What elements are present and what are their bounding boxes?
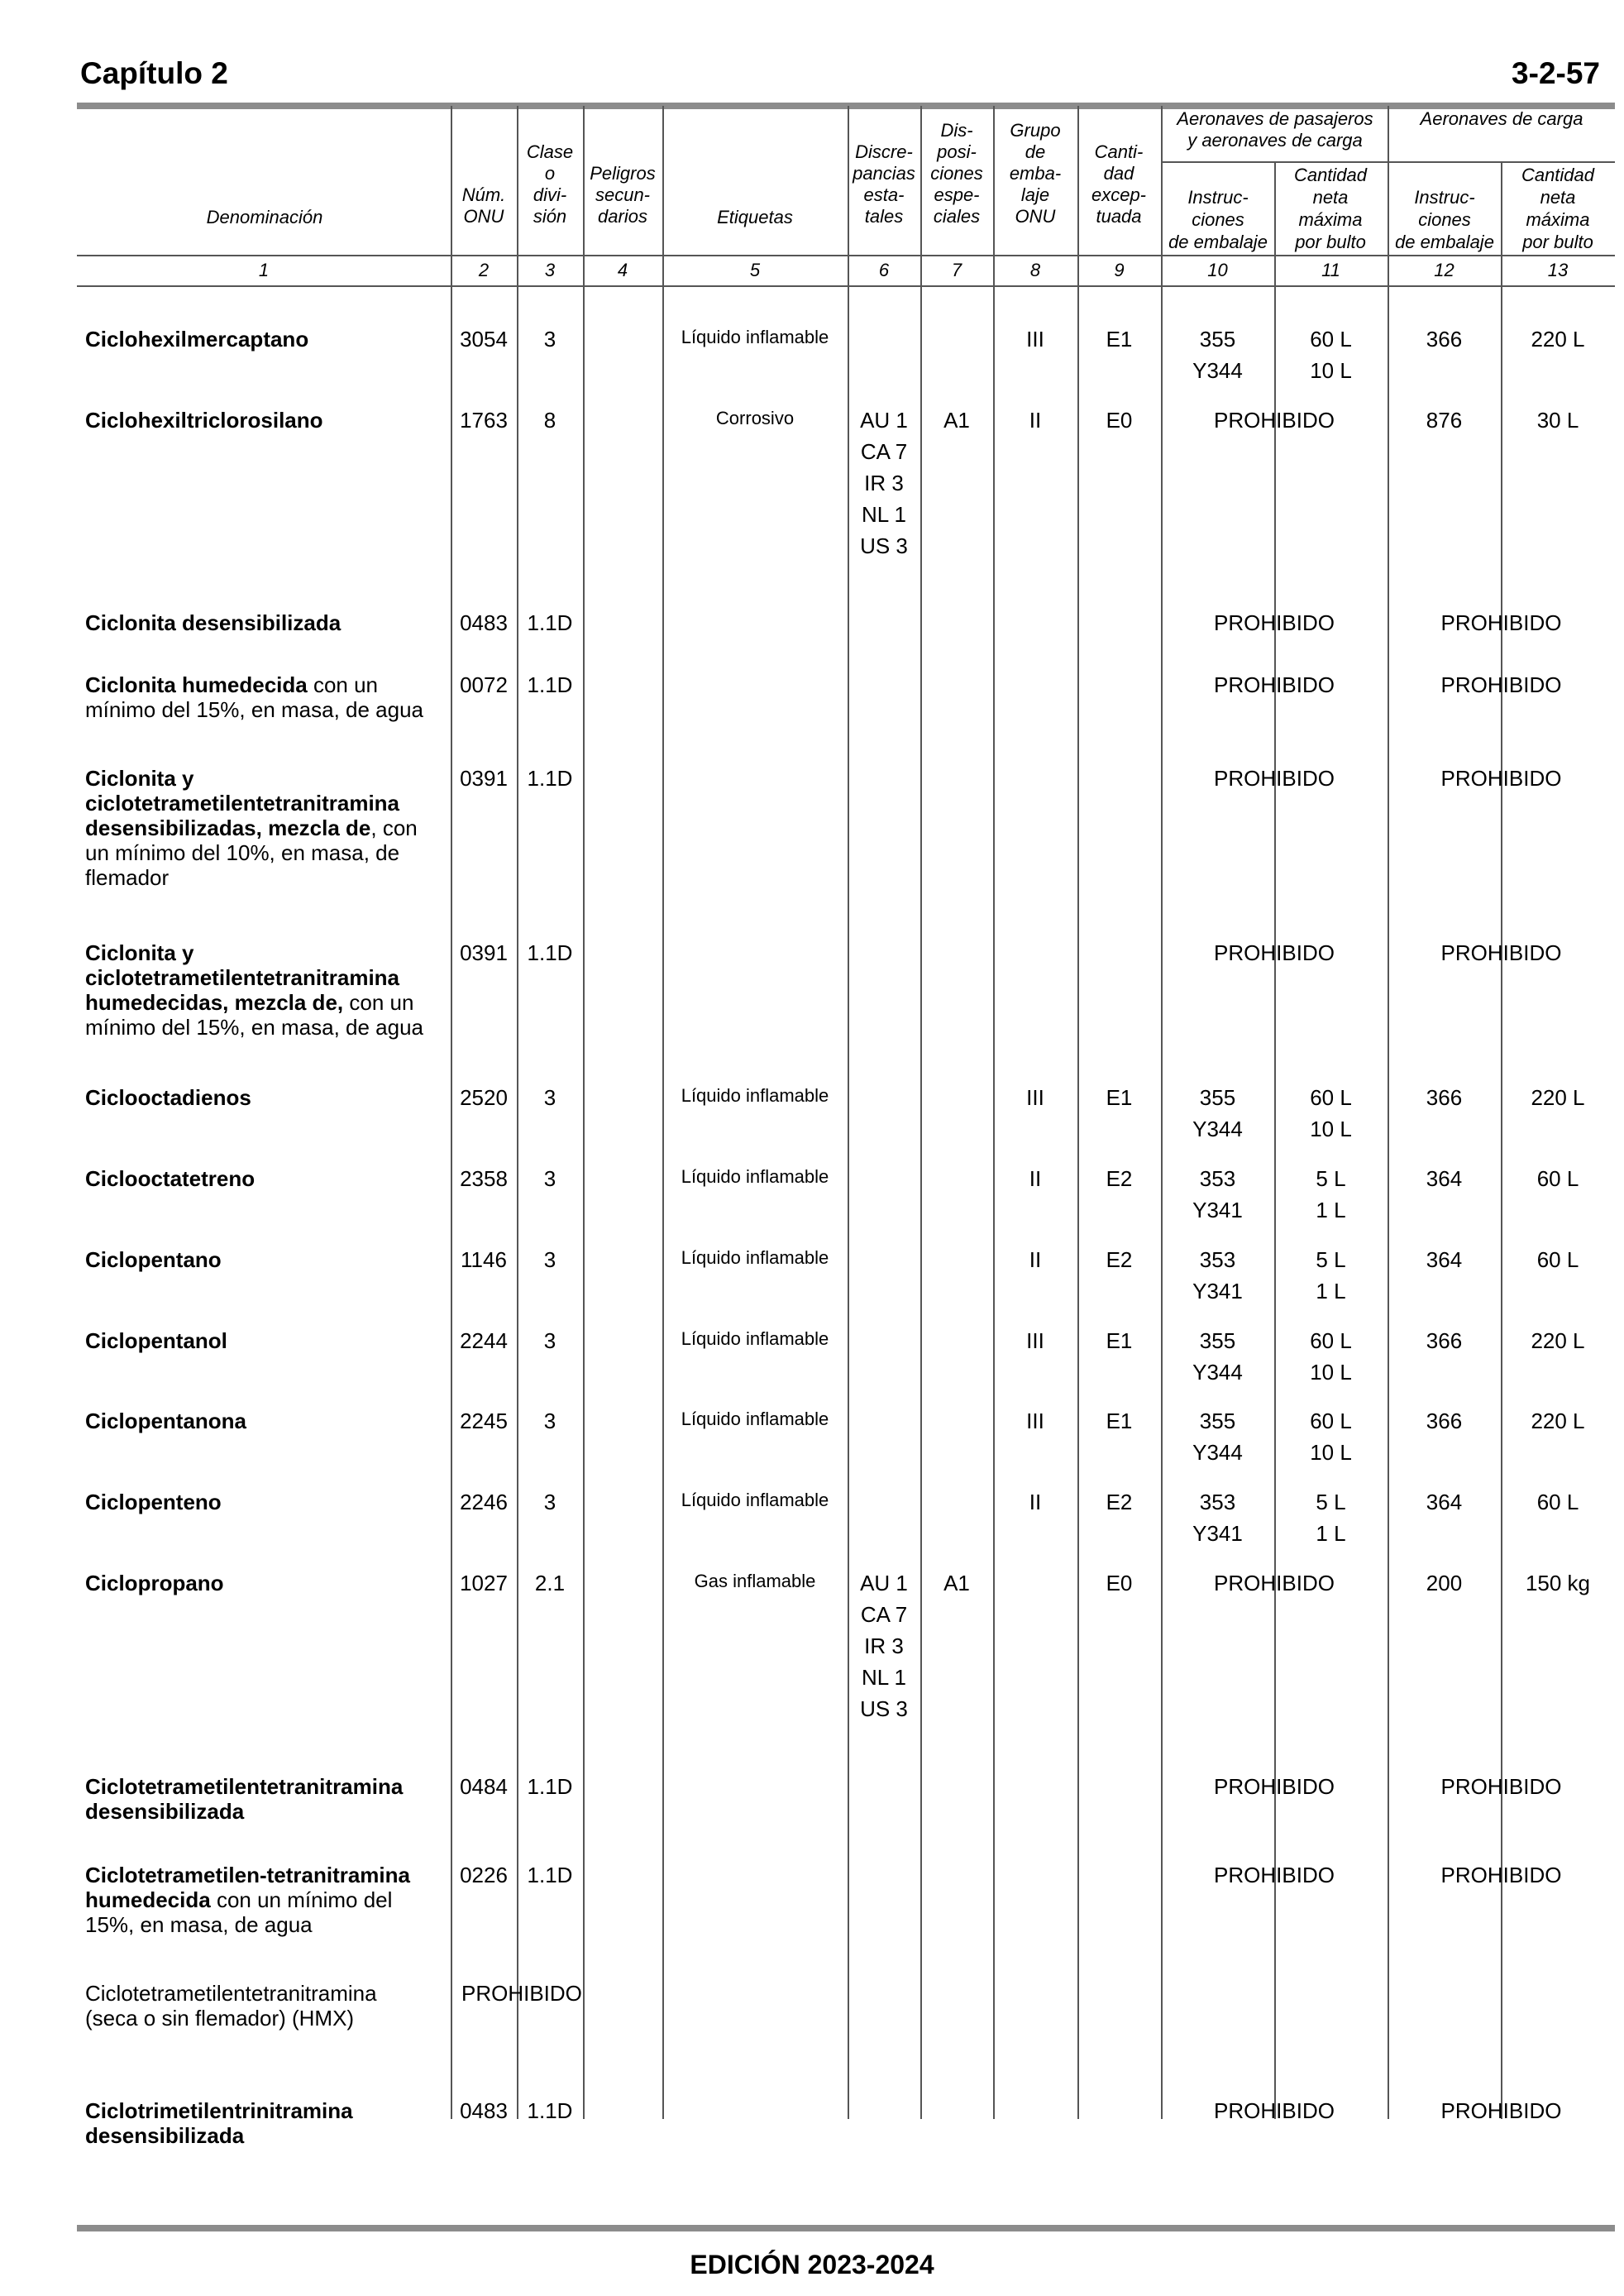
packing-instruction: Y341 (1192, 1279, 1243, 1303)
max-net-quantity: 10 L (1310, 1440, 1352, 1465)
substance-name-detail: con un mínimo del 15%, en masa, de agua (85, 672, 424, 722)
column-number: 2 (478, 260, 490, 280)
substance-name (85, 1409, 432, 1433)
cargo-packing-instruction: 364 (1426, 1490, 1463, 1514)
pax-forbidden: PROHIBIDO (1214, 2098, 1335, 2123)
hazard-label: Líquido inflamable (681, 1409, 829, 1429)
excepted-quantity: E1 (1106, 1409, 1133, 1433)
substance-name-detail: con un mínimo del 15%, en masa, de agua (85, 1887, 393, 1937)
class-division: 3 (543, 1085, 556, 1110)
cargo-forbidden: PROHIBIDO (1440, 672, 1562, 697)
hazard-label: Corrosivo (715, 408, 795, 428)
pax-max-net-quantity (1274, 323, 1388, 386)
footer-edition: EDICIÓN 2023-2024 (690, 2250, 934, 2279)
max-net-quantity: 60 L (1310, 327, 1352, 352)
state-variation: IR 3 (864, 1634, 904, 1658)
substance-name (85, 1981, 432, 2031)
cargo-packing-instruction: 364 (1426, 1247, 1463, 1272)
substance-name (85, 940, 432, 1040)
max-net-quantity: 60 L (1310, 1085, 1352, 1110)
class-division: 1.1D (527, 940, 573, 965)
packing-instruction: Y344 (1192, 1360, 1243, 1385)
column-number: 8 (1029, 260, 1041, 280)
header-cantidad-neta-cargo: Cantidad neta máxima por bulto (1521, 165, 1595, 252)
max-net-quantity: 1 L (1316, 1521, 1346, 1546)
un-number: 2245 (460, 1409, 508, 1433)
cargo-max-net-quantity: 150 kg (1525, 1571, 1591, 1595)
substance-name-bold: Ciclohexiltriclorosilano (85, 408, 323, 433)
packing-instruction: 355 (1199, 1328, 1236, 1353)
cargo-packing-instruction: 200 (1426, 1571, 1463, 1595)
header-instrucciones-pax: Instruc- ciones de embalaje (1168, 187, 1268, 252)
un-number: 1146 (461, 1247, 507, 1272)
un-number: 0391 (460, 766, 508, 791)
class-division: 1.1D (527, 2098, 573, 2123)
state-variations (848, 1567, 920, 1724)
pax-packing-instruction (1161, 1163, 1274, 1226)
max-net-quantity: 5 L (1316, 1166, 1346, 1191)
class-division: 3 (543, 1247, 556, 1272)
un-number: 1027 (460, 1571, 508, 1595)
packing-instruction: 353 (1199, 1490, 1236, 1514)
header-bottom-line (77, 255, 1615, 256)
hazard-label: Líquido inflamable (681, 1166, 829, 1187)
column-number: 12 (1434, 260, 1454, 280)
cargo-packing-instruction: 366 (1426, 1085, 1463, 1110)
column-number: 13 (1547, 260, 1569, 280)
pax-forbidden: PROHIBIDO (1214, 766, 1335, 791)
pax-packing-instruction (1161, 1082, 1274, 1145)
substance-name (85, 610, 432, 635)
substance-name-bold: Ciclooctatetreno (85, 1166, 256, 1191)
header-carga-group: Aeronaves de carga (1420, 108, 1583, 129)
excepted-quantity: E0 (1106, 1571, 1133, 1595)
substance-name (85, 672, 432, 722)
class-division: 1.1D (527, 766, 573, 791)
class-division: 3 (543, 1166, 556, 1191)
excepted-quantity: E1 (1106, 327, 1133, 352)
column-number: 4 (617, 260, 628, 280)
group-header-line (1161, 161, 1615, 163)
header-clase: Clase o divi- sión (526, 141, 574, 227)
substance-name (85, 2098, 432, 2148)
state-variation: IR 3 (864, 471, 904, 495)
un-number: 3054 (460, 327, 508, 352)
pax-forbidden: PROHIBIDO (1214, 940, 1335, 965)
header-cantidad-neta-pax: Cantidad neta máxima por bulto (1293, 165, 1368, 252)
pax-forbidden: PROHIBIDO (1214, 1571, 1335, 1595)
excepted-quantity: E2 (1106, 1247, 1133, 1272)
cargo-forbidden: PROHIBIDO (1440, 2098, 1562, 2123)
substance-name-bold: Ciclotetrametilentetranitramina desensibilizada (85, 1774, 404, 1824)
substance-name (85, 1085, 432, 1110)
packing-group: III (1026, 327, 1044, 352)
header-num-onu: Núm. ONU (461, 184, 506, 227)
pax-packing-instruction (1161, 323, 1274, 386)
all-forbidden: PROHIBIDO (461, 1981, 582, 2006)
class-division: 1.1D (527, 1863, 573, 1887)
pax-max-net-quantity (1274, 1163, 1388, 1226)
pax-forbidden: PROHIBIDO (1214, 672, 1335, 697)
substance-name (85, 1247, 432, 1272)
substance-name (85, 408, 432, 433)
packing-instruction: Y341 (1192, 1198, 1243, 1222)
state-variation: US 3 (860, 533, 908, 558)
column-divider (1501, 161, 1502, 2119)
class-division: 3 (543, 1409, 556, 1433)
column-divider (583, 106, 585, 2119)
substance-name (85, 1863, 432, 1937)
header-denominacion: Denominación (206, 207, 323, 227)
substance-name (85, 1490, 432, 1514)
cargo-packing-instruction: 876 (1426, 408, 1463, 433)
state-variation: CA 7 (860, 439, 908, 464)
packing-group: III (1026, 1085, 1044, 1110)
state-variation: US 3 (860, 1696, 908, 1721)
cargo-forbidden: PROHIBIDO (1440, 1863, 1562, 1887)
substance-name-bold: Ciclopentanona (85, 1409, 247, 1433)
cargo-packing-instruction: 366 (1426, 1409, 1463, 1433)
packing-instruction: Y341 (1192, 1521, 1243, 1546)
packing-group: III (1026, 1409, 1044, 1433)
header-disposiciones: Dis- posi- ciones espe- ciales (930, 120, 983, 227)
header-etiquetas: Etiquetas (717, 207, 793, 227)
hazard-label: Líquido inflamable (681, 1328, 829, 1349)
special-provisions: A1 (943, 1571, 970, 1595)
substance-name (85, 1571, 432, 1595)
state-variation: AU 1 (860, 408, 908, 433)
excepted-quantity: E1 (1106, 1328, 1133, 1353)
max-net-quantity: 10 L (1310, 1360, 1352, 1385)
cargo-max-net-quantity: 60 L (1536, 1166, 1579, 1191)
colnum-bottom-line (77, 285, 1615, 287)
class-division: 2.1 (534, 1571, 566, 1595)
un-number: 2244 (460, 1328, 508, 1353)
class-division: 3 (543, 327, 556, 352)
substance-name (85, 1328, 432, 1353)
pax-max-net-quantity (1274, 1486, 1388, 1549)
cargo-forbidden: PROHIBIDO (1440, 766, 1562, 791)
excepted-quantity: E0 (1106, 408, 1133, 433)
hazard-label: Líquido inflamable (681, 327, 829, 347)
un-number: 0483 (460, 2098, 508, 2123)
max-net-quantity: 5 L (1316, 1490, 1346, 1514)
substance-name-detail: con un mínimo del 15%, en masa, de agua (85, 990, 424, 1040)
substance-name-bold: Ciclonita y ciclotetrametilentetranitramina desensibilizadas, mezcla de (85, 766, 400, 840)
state-variation: AU 1 (860, 1571, 908, 1595)
pax-max-net-quantity (1274, 1405, 1388, 1468)
hazard-label: Gas inflamable (694, 1571, 816, 1591)
excepted-quantity: E2 (1106, 1490, 1133, 1514)
header-instrucciones-cargo: Instruc- ciones de embalaje (1395, 187, 1494, 252)
max-net-quantity: 60 L (1310, 1409, 1352, 1433)
un-number: 2520 (460, 1085, 508, 1110)
state-variations (848, 404, 920, 562)
max-net-quantity: 5 L (1316, 1247, 1346, 1272)
substance-name-bold: Ciclonita y ciclotetrametilentetranitramina humedecidas, mezcla de, (85, 940, 400, 1015)
max-net-quantity: 10 L (1310, 1117, 1352, 1141)
pax-max-net-quantity (1274, 1325, 1388, 1388)
cargo-forbidden: PROHIBIDO (1440, 610, 1562, 635)
un-number: 0226 (460, 1863, 508, 1887)
substance-name (85, 1774, 432, 1824)
pax-max-net-quantity (1274, 1082, 1388, 1145)
class-division: 3 (543, 1490, 556, 1514)
header-peligros: Peligros secun- darios (590, 163, 656, 227)
cargo-max-net-quantity: 220 L (1531, 327, 1585, 352)
substance-name (85, 327, 432, 352)
pax-packing-instruction (1161, 1325, 1274, 1388)
cargo-max-net-quantity: 30 L (1536, 408, 1579, 433)
substance-name-bold: Ciclopentano (85, 1247, 222, 1272)
packing-instruction: 353 (1199, 1247, 1236, 1272)
column-number: 11 (1321, 260, 1340, 280)
class-division: 1.1D (527, 610, 573, 635)
substance-name (85, 766, 432, 890)
cargo-forbidden: PROHIBIDO (1440, 1774, 1562, 1799)
cargo-forbidden: PROHIBIDO (1440, 940, 1562, 965)
bottom-rule (77, 2225, 1615, 2231)
column-number: 9 (1114, 260, 1125, 280)
packing-instruction: 355 (1199, 1409, 1236, 1433)
pax-forbidden: PROHIBIDO (1214, 1774, 1335, 1799)
cargo-packing-instruction: 366 (1426, 1328, 1463, 1353)
packing-instruction: Y344 (1192, 1440, 1243, 1465)
state-variation: NL 1 (862, 1665, 906, 1690)
cargo-max-net-quantity: 60 L (1536, 1247, 1579, 1272)
max-net-quantity: 1 L (1316, 1198, 1346, 1222)
excepted-quantity: E2 (1106, 1166, 1133, 1191)
column-number: 3 (544, 260, 556, 280)
pax-forbidden: PROHIBIDO (1214, 408, 1335, 433)
substance-name-bold: Ciclonita desensibilizada (85, 610, 342, 635)
header-pasajeros-group: Aeronaves de pasajeros y aeronaves de carga (1177, 108, 1373, 151)
hazard-label: Líquido inflamable (681, 1085, 829, 1106)
special-provisions: A1 (943, 408, 970, 433)
un-number: 2358 (460, 1166, 508, 1191)
column-number: 5 (749, 260, 761, 280)
header-cantidad-exceptuada: Canti- dad excep- tuada (1091, 141, 1147, 227)
max-net-quantity: 10 L (1310, 358, 1352, 383)
cargo-packing-instruction: 364 (1426, 1166, 1463, 1191)
column-number: 10 (1207, 260, 1228, 280)
packing-group: II (1029, 1490, 1042, 1514)
max-net-quantity: 1 L (1316, 1279, 1346, 1303)
packing-instruction: Y344 (1192, 358, 1243, 383)
packing-group: II (1029, 1166, 1042, 1191)
hazard-label: Líquido inflamable (681, 1490, 829, 1510)
substance-name-bold: Ciclohexilmercaptano (85, 327, 309, 352)
packing-instruction: 353 (1199, 1166, 1236, 1191)
column-number: 7 (951, 260, 962, 280)
substance-name-bold: Ciclotrimetilentrinitramina desensibilizada (85, 2098, 353, 2148)
max-net-quantity: 60 L (1310, 1328, 1352, 1353)
pax-forbidden: PROHIBIDO (1214, 1863, 1335, 1887)
cargo-packing-instruction: 366 (1426, 327, 1463, 352)
header-grupo: Grupo de emba- laje ONU (1009, 120, 1062, 227)
header-discrepancias: Discre- pancias esta- tales (853, 141, 915, 227)
substance-name-detail: , con un mínimo del 10%, en masa, de flemador (85, 816, 418, 890)
packing-instruction: 355 (1199, 327, 1236, 352)
state-variation: CA 7 (860, 1602, 908, 1627)
pax-max-net-quantity (1274, 1244, 1388, 1307)
un-number: 0391 (460, 940, 508, 965)
un-number: 0484 (460, 1774, 508, 1799)
column-number: 1 (258, 260, 270, 280)
substance-name (85, 1166, 432, 1191)
state-variation: NL 1 (862, 502, 906, 527)
packing-group: II (1029, 1247, 1042, 1272)
chapter-title: Capítulo 2 (80, 56, 228, 90)
un-number: 0483 (460, 610, 508, 635)
substance-name-bold: Ciclonita humedecida (85, 672, 308, 697)
pax-forbidden: PROHIBIDO (1214, 610, 1335, 635)
cargo-max-net-quantity: 60 L (1536, 1490, 1579, 1514)
pax-packing-instruction (1161, 1486, 1274, 1549)
packing-instruction: Y344 (1192, 1117, 1243, 1141)
class-division: 1.1D (527, 672, 573, 697)
substance-name-detail: Ciclotetrametilentetranitramina (seca o sin flemador) (HMX) (85, 1981, 377, 2031)
un-number: 1763 (460, 408, 508, 433)
class-division: 8 (543, 408, 556, 433)
packing-group: III (1026, 1328, 1044, 1353)
substance-name-bold: Ciclopentanol (85, 1328, 227, 1353)
column-number: 6 (878, 260, 890, 280)
substance-name-bold: Ciclotetrametilen-tetranitramina humedecida (85, 1863, 410, 1912)
packing-instruction: 355 (1199, 1085, 1236, 1110)
excepted-quantity: E1 (1106, 1085, 1133, 1110)
class-division: 1.1D (527, 1774, 573, 1799)
substance-name-bold: Ciclopenteno (85, 1490, 222, 1514)
cargo-max-net-quantity: 220 L (1531, 1409, 1585, 1433)
substance-name-bold: Ciclopropano (85, 1571, 224, 1595)
pax-packing-instruction (1161, 1405, 1274, 1468)
pax-packing-instruction (1161, 1244, 1274, 1307)
cargo-max-net-quantity: 220 L (1531, 1085, 1585, 1110)
un-number: 0072 (460, 672, 508, 697)
un-number: 2246 (460, 1490, 508, 1514)
packing-group: II (1029, 408, 1042, 433)
hazard-label: Líquido inflamable (681, 1247, 829, 1268)
class-division: 3 (543, 1328, 556, 1353)
cargo-max-net-quantity: 220 L (1531, 1328, 1585, 1353)
page-number: 3-2-57 (1512, 56, 1600, 90)
substance-name-bold: Ciclooctadienos (85, 1085, 251, 1110)
